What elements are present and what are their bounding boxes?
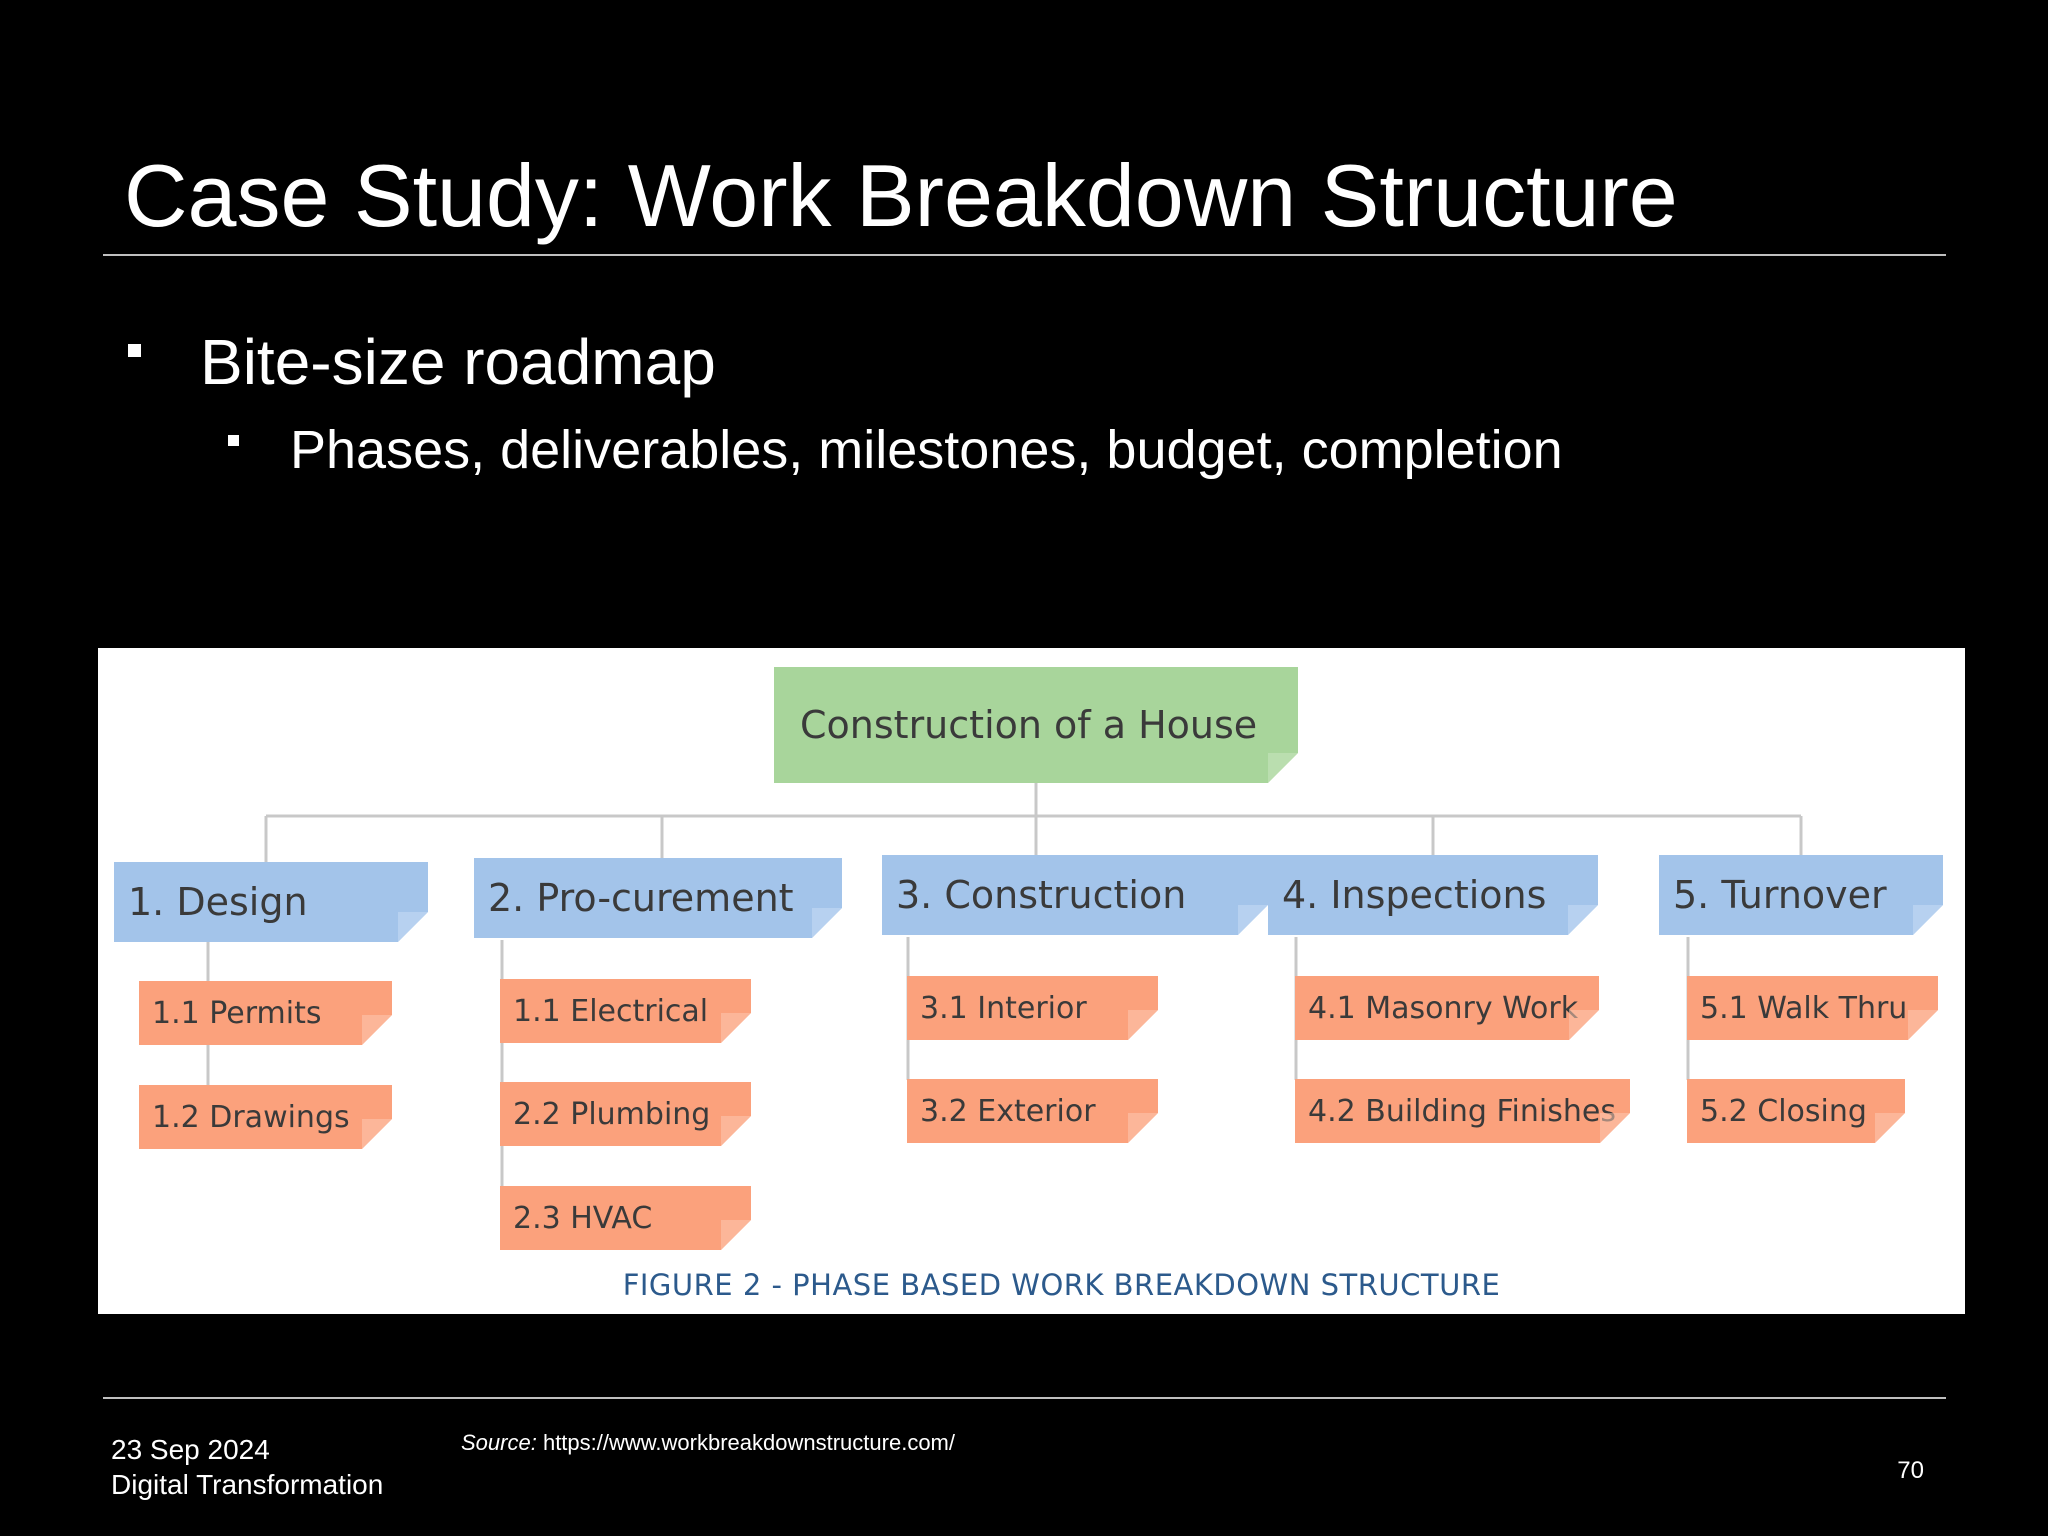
page-fold-icon bbox=[1569, 1010, 1599, 1040]
task-label: 5.2 Closing bbox=[1700, 1093, 1867, 1129]
source-url: https://www.workbreakdownstructure.com/ bbox=[542, 1430, 955, 1455]
page-fold-icon bbox=[1238, 905, 1268, 935]
task-label: 3.2 Exterior bbox=[920, 1093, 1096, 1129]
task-closing bbox=[1687, 1079, 1905, 1143]
phase-design bbox=[114, 862, 428, 942]
bullet-square-icon bbox=[228, 435, 239, 446]
task-label: 4.1 Masonry Work bbox=[1308, 990, 1579, 1026]
phase-label: 3. Construction bbox=[896, 873, 1187, 917]
task-label: 3.1 Interior bbox=[920, 990, 1087, 1026]
page-fold-icon bbox=[1913, 905, 1943, 935]
figure-caption: FIGURE 2 - PHASE BASED WORK BREAKDOWN STRUCTURE bbox=[622, 1268, 1501, 1302]
page-fold-icon bbox=[1128, 1113, 1158, 1143]
phase-inspections bbox=[1268, 855, 1598, 935]
page-fold-icon bbox=[1568, 905, 1598, 935]
wbs-figure bbox=[98, 648, 1965, 1314]
page-fold-icon bbox=[362, 1119, 392, 1149]
page-fold-icon bbox=[362, 1015, 392, 1045]
task-label: 2.3 HVAC bbox=[513, 1200, 653, 1236]
phase-label: 5. Turnover bbox=[1673, 873, 1887, 917]
wbs-root-node bbox=[774, 667, 1298, 783]
footer-course-name: Digital Transformation bbox=[111, 1469, 384, 1500]
task-walk-thru bbox=[1687, 976, 1938, 1040]
task-plumbing bbox=[500, 1082, 751, 1146]
page-fold-icon bbox=[812, 908, 842, 938]
page-fold-icon bbox=[1600, 1113, 1630, 1143]
page-fold-icon bbox=[1875, 1113, 1905, 1143]
footer-date: 23 Sep 2024 bbox=[111, 1434, 270, 1465]
task-electrical bbox=[500, 979, 751, 1043]
task-label: 1.1 Permits bbox=[152, 995, 322, 1031]
slide-title: Case Study: Work Breakdown Structure bbox=[124, 146, 1678, 245]
bullet-square-icon bbox=[128, 344, 141, 357]
page-fold-icon bbox=[721, 1013, 751, 1043]
page-number: 70 bbox=[1897, 1457, 1924, 1484]
footer-divider bbox=[103, 1397, 1946, 1399]
phase-construction bbox=[882, 855, 1268, 935]
task-interior bbox=[907, 976, 1158, 1040]
page-fold-icon bbox=[1268, 753, 1298, 783]
task-label: 1.1 Electrical bbox=[513, 993, 709, 1029]
task-permits bbox=[139, 981, 392, 1045]
task-masonry-work bbox=[1295, 976, 1599, 1040]
task-label: 5.1 Walk Thru bbox=[1700, 990, 1908, 1026]
page-fold-icon bbox=[398, 912, 428, 942]
root-label: Construction of a House bbox=[800, 703, 1258, 747]
source-label: Source: bbox=[461, 1430, 537, 1455]
page-fold-icon bbox=[721, 1116, 751, 1146]
page-fold-icon bbox=[1908, 1010, 1938, 1040]
phase-procurement bbox=[474, 858, 842, 938]
phase-label: 2. Pro-curement bbox=[488, 876, 794, 920]
page-fold-icon bbox=[1128, 1010, 1158, 1040]
task-drawings bbox=[139, 1085, 392, 1149]
page-fold-icon bbox=[721, 1220, 751, 1250]
phase-label: 4. Inspections bbox=[1282, 873, 1547, 917]
task-label: 2.2 Plumbing bbox=[513, 1096, 711, 1132]
bullet-text: Phases, deliverables, milestones, budget, completion bbox=[290, 420, 1563, 480]
footer-source bbox=[461, 1429, 955, 1457]
task-building-finishes bbox=[1295, 1079, 1630, 1143]
task-hvac bbox=[500, 1186, 751, 1250]
phase-turnover bbox=[1659, 855, 1943, 935]
title-divider bbox=[103, 254, 1946, 256]
task-label: 1.2 Drawings bbox=[152, 1099, 350, 1135]
phase-label: 1. Design bbox=[128, 880, 308, 924]
task-exterior bbox=[907, 1079, 1158, 1143]
bullet-text: Bite-size roadmap bbox=[200, 326, 716, 398]
task-label: 4.2 Building Finishes bbox=[1308, 1093, 1616, 1129]
